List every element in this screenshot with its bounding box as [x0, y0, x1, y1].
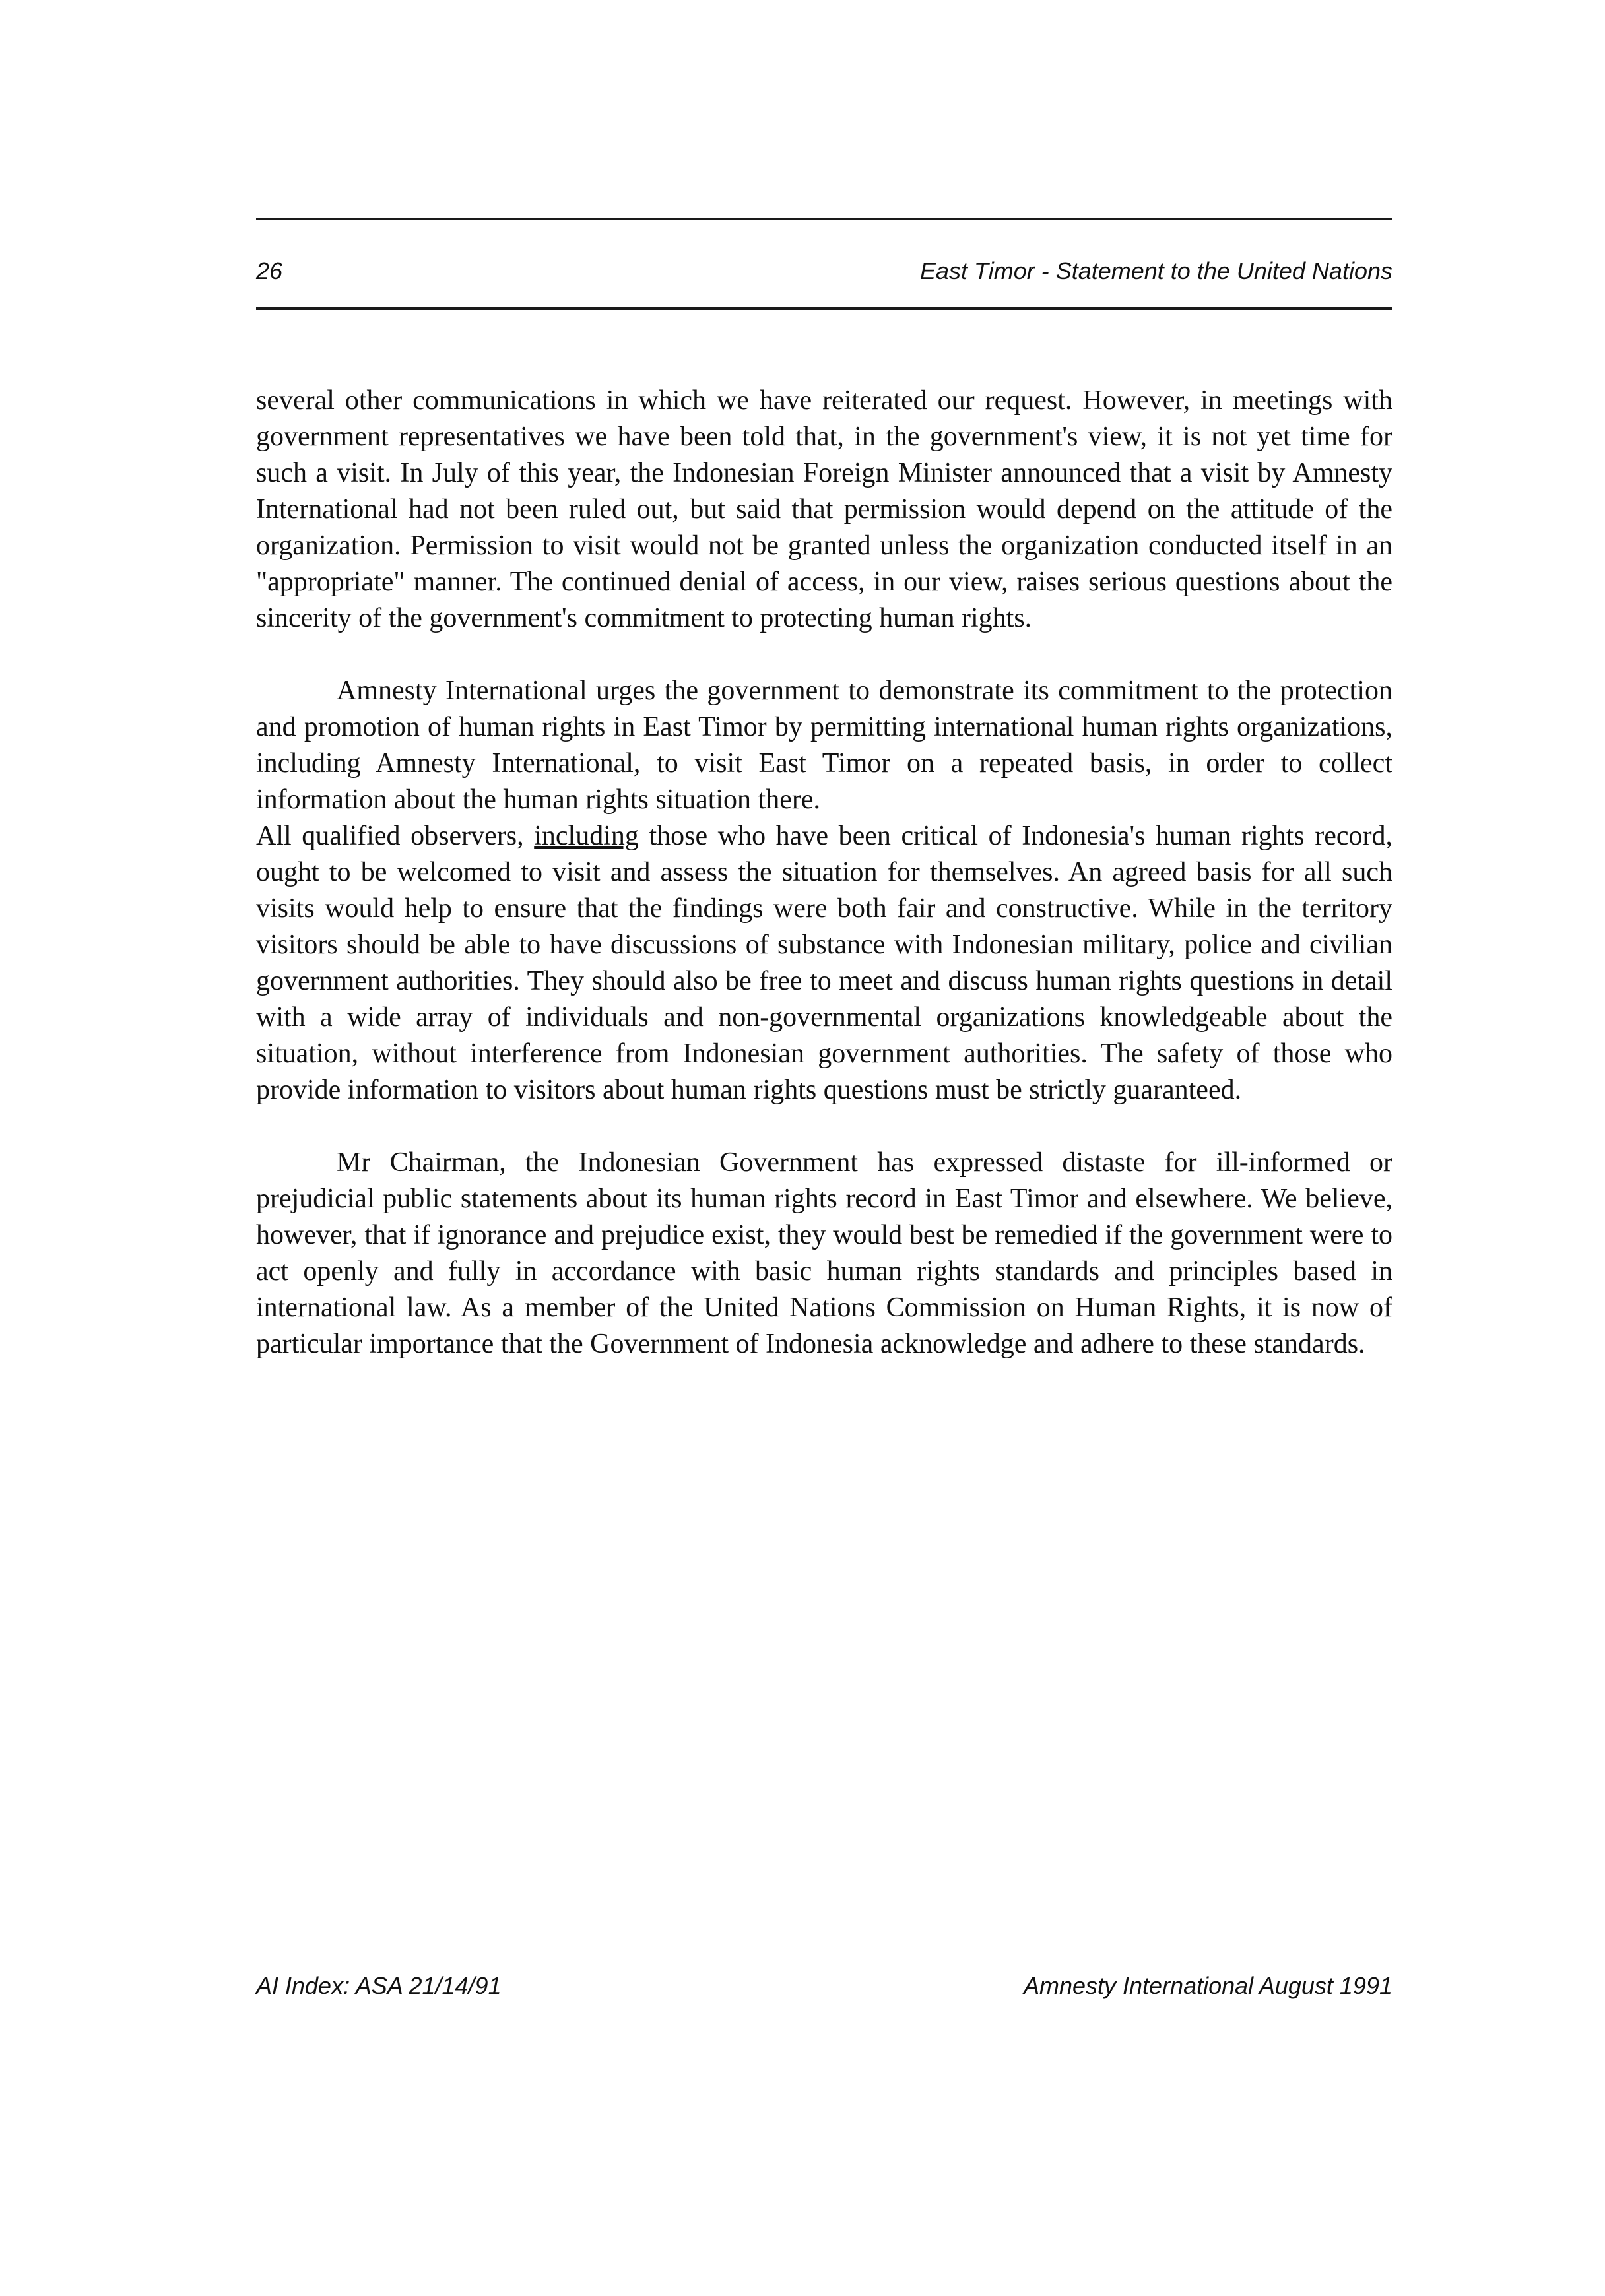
paragraph-3: Mr Chairman, the Indonesian Government has expressed distaste for ill-informed or prejudicial public statements about its human rights record in East Timor and elsewhere. We believe, however, that if ignorance and prejudice exist, they would best be remedied if the government were to act openly and fully in accordance with basic human rights standards and principles based in international law. As a member of the United Nations Commission on Human Rights, it is now of particular importance that the Government of Indonesia acknowledge and adhere to these standards.	[256, 1147, 1392, 1359]
running-title: East Timor - Statement to the United Nations	[920, 257, 1392, 284]
paragraph-2-part-2-start: All qualified observers,	[256, 821, 524, 851]
page-footer	[256, 1969, 1392, 2002]
header-top-rule	[256, 218, 1392, 220]
paragraph-2-underlined-word: including	[534, 821, 639, 851]
header-bottom-rule	[256, 307, 1392, 310]
paragraph-2-part-2-rest: those who have been critical of Indonesia's human rights record, ought to be welcomed to visit and assess the situation for themselves. An agreed basis for all such visits would help to ensure that the findings were both fair and constructive. While in the territory visitors should be able to have discussions of substance with Indonesian military, police and civilian government authorities. They should also be free to meet and discuss human rights questions in detail with a wide array of individuals and non-governmental organizations knowledgeable about the situation, without interference from Indonesian government authorities. The safety of those who provide information to visitors about human rights questions must be strictly guaranteed.	[256, 821, 1393, 1105]
ai-index: AI Index: ASA 21/14/91	[256, 1972, 502, 1999]
paragraph-2	[256, 673, 1392, 1108]
page-number: 26	[256, 257, 283, 284]
publisher-date: Amnesty International August 1991	[1023, 1972, 1392, 1999]
page-header	[256, 255, 1392, 288]
body-text	[256, 383, 1392, 1399]
paragraph-1: several other communications in which we have reiterated our request. However, in meetings with government representatives we have been told that, in the government's view, it is not yet time for such a visit. In July of this year, the Indonesian Foreign Minister announced that a visit by Amnesty International had not been ruled out, but said that permission would depend on the attitude of the organization. Permission to visit would not be granted unless the organization conducted itself in an "appropriate" manner. The continued denial of access, in our view, raises serious questions about the sincerity of the government's commitment to protecting human rights.	[256, 385, 1392, 633]
paragraph-2-part-1: Amnesty International urges the government to demonstrate its commitment to the protection and promotion of human rights in East Timor by permitting international human rights organizations, including Amnesty International, to visit East Timor on a repeated basis, in order to collect information about the human rights situation there.	[256, 676, 1392, 815]
